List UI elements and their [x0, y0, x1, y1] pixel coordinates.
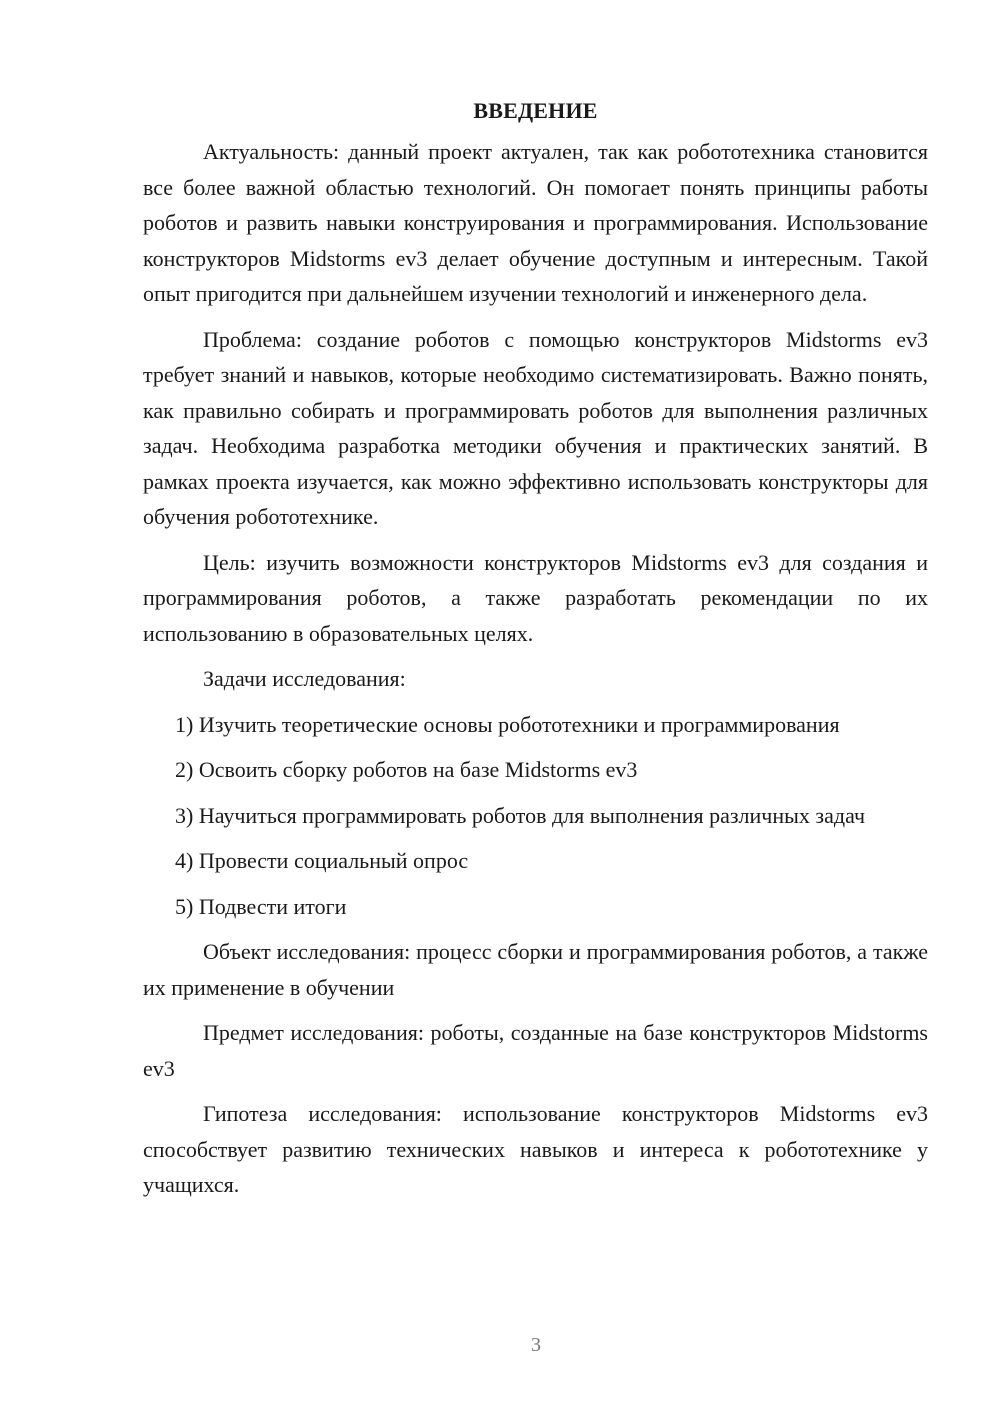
list-item: 2) Освоить сборку роботов на базе Midstorms ev3 [175, 757, 638, 782]
paragraph-object: Объект исследования: процесс сборки и программирования роботов, а также их применение в обучении [143, 939, 928, 1000]
paragraph-hypothesis: Гипотеза исследования: использование конструкторов Midstorms ev3 способствует развитию технических навыков и интереса к робототехнике у учащихся. [143, 1101, 928, 1197]
tasks-list [143, 707, 928, 925]
paragraph-problem: Проблема: создание роботов с помощью конструкторов Midstorms ev3 требует знаний и навыков, которые необходимо систематизировать. Важно понять, как правильно собирать и программировать роботов для выполнения различных задач. Необходима разработка методики обучения и практических занятий. В рамках проекта изучается, как можно эффективно использовать конструкторы для обучения робототехнике. [143, 326, 928, 529]
list-item: 1) Изучить теоретические основы робототехники и программирования [175, 711, 840, 737]
paragraph-relevance: Актуальность: данный проект актуален, так как робототехника становится все более важной областью технологий. Он помогает понять принципы работы роботов и развить навыки конструирования и программирования. Использование конструкторов Midstorms ev3 делает обучение доступным и интересным. Такой опыт пригодится при дальнейшем изучении технологий и инженерного дела. [143, 139, 928, 306]
section-title: ВВЕДЕНИЕ [473, 98, 598, 123]
page-number: 3 [531, 1334, 541, 1356]
paragraph-goal: Цель: изучить возможности конструкторов Midstorms ev3 для создания и программирования роботов, а также разработать рекомендации по их использованию в образовательных целях. [143, 549, 928, 646]
list-item: 3) Научиться программировать роботов для выполнения различных задач [175, 802, 866, 828]
paragraph-subject: Предмет исследования: роботы, созданные на базе конструкторов Midstorms ev3 [143, 1020, 928, 1081]
document-page [143, 93, 928, 1213]
list-item: 4) Провести социальный опрос [175, 848, 469, 873]
list-item: 5) Подвести итоги [175, 893, 347, 919]
tasks-heading: Задачи исследования: [203, 666, 406, 691]
